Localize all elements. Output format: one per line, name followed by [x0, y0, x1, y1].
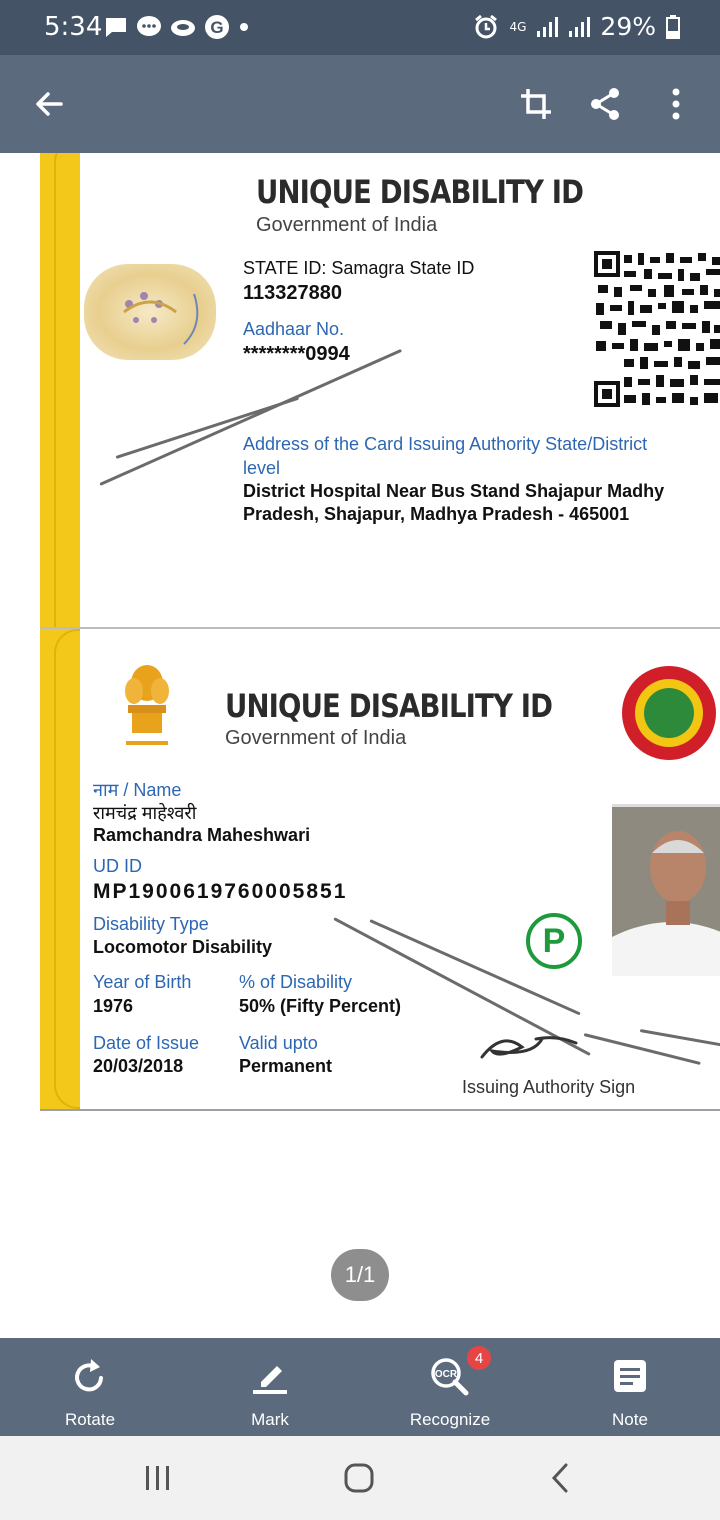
message-icon — [104, 16, 128, 38]
system-nav-bar — [0, 1436, 720, 1520]
note-icon — [610, 1354, 650, 1398]
disability-percent-value: 50% (Fifty Percent) — [239, 996, 402, 1016]
battery-percent: 29% — [600, 12, 656, 41]
note-label: Note — [612, 1410, 648, 1429]
chat-bubble-icon — [136, 15, 162, 39]
alarm-icon — [473, 14, 499, 40]
name-hindi: रामचंद्र माहेश्वरी — [93, 803, 197, 823]
notification-icons — [104, 14, 250, 40]
crop-icon — [519, 87, 553, 121]
holder-photo — [612, 804, 720, 976]
mark-label: Mark — [251, 1410, 289, 1429]
udid-value: MP1900619760005851 — [93, 880, 348, 903]
back-icon — [550, 1463, 570, 1493]
national-emblem-image — [118, 661, 176, 753]
more-button[interactable] — [653, 81, 699, 127]
svg-text:OCR: OCR — [434, 1369, 458, 1380]
status-right — [473, 12, 680, 41]
recognize-label: Recognize — [409, 1410, 491, 1429]
signal-icon — [568, 16, 590, 38]
google-icon — [204, 14, 230, 40]
address-label: Address of the Card Issuing Authority State/District — [243, 434, 648, 454]
state-seal-image — [622, 666, 716, 760]
recents-icon — [144, 1465, 172, 1491]
card-title: UNIQUE DISABILITY ID — [256, 173, 584, 211]
note-button[interactable] — [540, 1338, 720, 1436]
dot-icon — [238, 21, 250, 33]
signal-icon — [536, 16, 558, 38]
status-bar — [0, 0, 720, 55]
state-emblem-image — [84, 264, 216, 360]
qr-code-image — [594, 251, 720, 407]
signature-image — [476, 1027, 586, 1067]
aadhaar-value: ********0994 — [243, 343, 350, 365]
card-strip-curve — [54, 629, 80, 1109]
year-of-birth-value: 1976 — [93, 996, 134, 1016]
bottom-toolbar — [0, 1338, 720, 1436]
state-id-value: 113327880 — [243, 282, 343, 304]
recognize-button[interactable] — [360, 1338, 540, 1436]
card-title: UNIQUE DISABILITY ID — [225, 687, 553, 725]
address-line-2: Pradesh, Shajapur, Madhya Pradesh - 465001 — [243, 504, 630, 524]
disability-type-label: Disability Type — [93, 914, 209, 934]
card-subtitle: Government of India — [225, 727, 407, 749]
address-label-cont: level — [243, 458, 281, 478]
status-time: 5:34 — [44, 12, 103, 42]
sign-caption: Issuing Authority Sign — [462, 1077, 636, 1097]
svg-text:G: G — [210, 18, 224, 37]
rotate-button[interactable] — [0, 1338, 180, 1436]
document-viewer[interactable] — [0, 153, 720, 1338]
page-indicator: 1/1 — [331, 1249, 389, 1301]
nav-back-button[interactable] — [530, 1458, 590, 1498]
share-button[interactable] — [582, 81, 628, 127]
pen-stroke — [640, 1029, 720, 1049]
network-label: 4G — [509, 19, 527, 34]
home-button[interactable] — [329, 1458, 389, 1498]
disability-percent-label: % of Disability — [239, 972, 353, 992]
recognize-badge: 4 — [467, 1346, 491, 1370]
date-of-issue-value: 20/03/2018 — [93, 1056, 184, 1076]
aadhaar-label: Aadhaar No. — [243, 319, 345, 339]
card-front — [40, 627, 720, 1111]
crop-button[interactable] — [513, 81, 559, 127]
name-value: Ramchandra Maheshwari — [93, 825, 311, 845]
address-line-1: District Hospital Near Bus Stand Shajapur Madhy — [243, 481, 665, 501]
more-vert-icon — [671, 88, 681, 120]
battery-icon — [666, 15, 680, 39]
rotate-icon — [70, 1354, 110, 1398]
rotate-label: Rotate — [64, 1410, 116, 1429]
back-arrow-icon — [33, 88, 65, 120]
category-badge: P — [526, 913, 582, 969]
cloud-icon — [170, 16, 196, 38]
state-id-label: STATE ID: Samagra State ID — [243, 258, 475, 278]
disability-type-value: Locomotor Disability — [93, 937, 273, 957]
valid-upto-value: Permanent — [239, 1056, 333, 1076]
app-bar — [0, 55, 720, 153]
back-button[interactable] — [26, 81, 72, 127]
share-icon — [589, 87, 621, 121]
recents-button[interactable] — [128, 1458, 188, 1498]
date-of-issue-label: Date of Issue — [93, 1033, 200, 1053]
mark-button[interactable] — [180, 1338, 360, 1436]
home-icon — [343, 1462, 375, 1494]
card-subtitle: Government of India — [256, 214, 438, 236]
ocr-icon — [430, 1354, 470, 1398]
name-label: नाम / Name — [93, 780, 182, 800]
pen-icon — [250, 1354, 290, 1398]
year-of-birth-label: Year of Birth — [93, 972, 192, 992]
valid-upto-label: Valid upto — [239, 1033, 318, 1053]
udid-label: UD ID — [93, 856, 142, 876]
